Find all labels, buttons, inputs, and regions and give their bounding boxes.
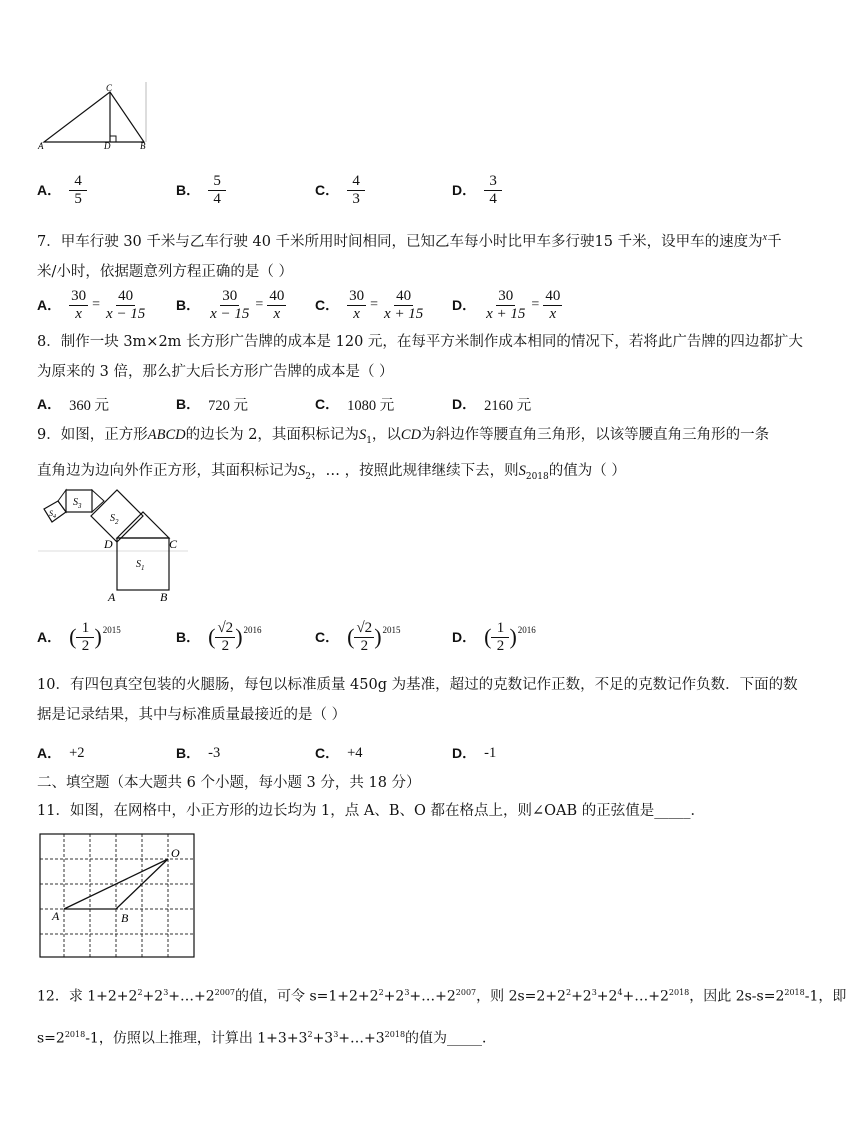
square-name: ABCD [147,427,186,443]
open-paren: ( [347,624,355,649]
numerator: 40 [396,287,412,304]
grid-figure [38,832,198,960]
s2-label: $S_2$ [110,513,119,526]
denominator: 2 [81,637,90,654]
fraction-right [382,288,425,323]
option-text: 720 元 [208,397,248,414]
q9-text: 9．如图，正方形 [37,427,148,443]
denominator: x + 15 [486,305,526,322]
fraction-right [543,288,562,323]
segment-cd: CD [400,427,422,443]
q6-options [37,170,764,210]
option-label: B． [176,745,201,761]
q8-line-1: 8．制作一块 3m×2m 长方形广告牌的成本是 120 元，在每平方米制作成本相同的情况下，若将此广告牌的四边都扩大 [37,334,803,350]
option-label: D． [452,629,477,645]
denominator: x [273,305,281,322]
denominator: 5 [74,190,82,207]
q10-option-a[interactable] [37,733,85,773]
q7-text: 7．甲车行驶 30 千米与乙车行驶 40 千米所用时间相同，已知乙车每小时比甲车多行驶15 千米，设甲车的速度为 [37,233,763,250]
numerator: 30 [349,287,365,304]
s2018-subscript: 2018 [525,471,549,482]
denominator: x [353,305,360,322]
q6-option-b[interactable] [176,170,226,210]
s4-label: $S_4$ [49,509,56,520]
q8-option-d[interactable] [452,384,531,424]
option-label: B． [176,629,201,645]
option-text: +2 [69,744,85,761]
denominator: 4 [213,190,221,207]
q8-line-2: 为原来的 3 倍，那么扩大后长方形广告牌的成本是（ ） [37,364,394,380]
option-label: D． [452,297,477,313]
label-d: D [104,537,113,551]
numerator: 40 [118,287,134,304]
q7-unit: 千 [767,233,782,250]
option-label: A． [37,182,62,198]
exponent: 2015 [102,625,121,635]
exponent: 2015 [382,625,401,635]
option-label: A． [37,745,62,761]
numerator: 30 [71,287,87,304]
square-spiral-figure [38,487,188,605]
q10-option-d[interactable] [452,733,496,773]
option-text: 1080 元 [347,397,395,414]
s2018-symbol: S [518,462,526,479]
denominator: 4 [489,190,497,207]
numerator: √2 [356,619,373,636]
option-label: C． [315,629,340,645]
numerator: 5 [208,173,226,191]
q9-text: 为斜边作等腰直角三角形，以该等腰直角三角形的一条 [421,427,770,443]
exponent: 2016 [243,625,262,635]
option-label: D． [452,182,477,198]
denominator: x − 15 [106,305,146,322]
q7-question [37,223,782,287]
close-paren: ) [374,624,382,649]
q9-text: ，… ，按照此规律继续下去，则 [310,462,519,479]
q7-variable: x [762,232,768,243]
option-label: C． [315,745,340,761]
option-label: B． [176,396,201,412]
numerator: 1 [76,620,94,638]
option-text: 360 元 [69,397,109,414]
numerator: 1 [491,620,509,638]
option-label: B． [176,297,201,313]
denominator: 2 [360,637,369,654]
fraction [491,620,509,655]
label-b: B [160,590,168,604]
fraction [215,620,235,655]
q7-options [37,285,764,325]
q9-option-b[interactable] [176,617,262,657]
q10-line-1: 10．有四包真空包装的火腿肠，每包以标准质量 450g 为基准，超过的克数记作正数，不足的克数记作负数．下面的数 [37,677,798,693]
q11-question: 11．如图，在网格中，小正方形的边长均为 1，点 A、B、O 都在格点上，则∠OAB 的正弦值是_____． [37,803,706,819]
option-label: A． [37,629,62,645]
s3-label: $S_3$ [73,497,82,510]
option-label: A． [37,297,62,313]
numerator: 30 [498,287,514,304]
s1-subscript: 1 [366,435,372,446]
fig6-label-b: B [140,141,146,151]
q8-option-b[interactable] [176,384,248,424]
exponent: 2016 [517,625,536,635]
triangle-figure [36,82,152,152]
q10-option-c[interactable] [315,733,363,773]
fraction-left [484,288,527,323]
option-label: B． [176,182,201,198]
fraction-left [208,288,251,323]
option-label: C． [315,396,340,412]
denominator: x [549,305,557,322]
q9-text: ，以 [371,427,401,443]
q7-line-1 [37,223,782,257]
q9-text: 的值为（ ） [548,462,626,479]
numerator: 30 [222,287,238,304]
fig6-label-d: D [104,141,111,151]
q7-option-d[interactable] [452,285,562,325]
option-label: C． [315,297,340,313]
option-label: D． [452,745,477,761]
option-text: -1 [484,744,497,761]
q9-options [37,617,764,657]
fraction [354,620,374,655]
q9-line-1 [37,420,770,456]
fig6-label-c: C [106,83,113,93]
equals-sign: = [92,297,101,312]
section-2-title: 二、填空题（本大题共 6 个小题，每小题 3 分，共 18 分） [37,775,421,791]
denominator: x − 15 [210,305,250,322]
q12-line-1: 12．求 $1+2+2^2+2^3+\dots+2^{2007}$的值，可令 $s=1+2+2^2+2^3+\dots+2^{2007}$，则 $2s=2+2^2+2^3+2^4+\dots+2^{2018}$，因此 $2s-s=2^{2018}-1$，即 [37,988,846,1005]
close-paren: ) [94,624,102,649]
numerator: 4 [347,173,365,191]
label-a: A [108,590,116,604]
q8-question [37,327,803,387]
q9-text: 的边长为 2，其面积标记为 [185,427,359,443]
option-label: D． [452,396,477,412]
equals-sign: = [531,297,540,312]
q10-option-b[interactable] [176,733,220,773]
fraction-right [267,288,286,323]
label-a: A [52,909,60,923]
fraction-left [69,288,88,323]
denominator: 2 [496,637,505,654]
q8-option-c[interactable] [315,384,394,424]
fraction [208,173,226,208]
equals-sign: = [255,297,264,312]
close-paren: ) [235,624,243,649]
denominator: x [75,305,82,322]
fraction-right [104,288,147,323]
fraction-left [347,288,366,323]
option-label: C． [315,182,340,198]
open-paren: ( [69,624,77,649]
label-b: B [121,911,129,925]
q9-option-c[interactable] [315,617,401,657]
s1-label: $S_1$ [136,559,145,572]
q8-options [37,384,764,424]
denominator: 3 [352,190,360,207]
fraction [347,173,365,208]
q6-option-d[interactable] [452,170,502,210]
option-text: 2160 元 [484,397,532,414]
s2-subscript: 2 [305,471,311,482]
open-paren: ( [208,624,216,649]
label-o: O [171,846,180,860]
numerator: √2 [217,619,234,636]
q9-text: 直角边为边向外作正方形，其面积标记为 [37,462,298,479]
q12-line-2: $s=2^{2018}-1$，仿照以上推理，计算出 $1+3+3^2+3^3+\dots+3^{2018}$的值为_____． [37,1030,497,1047]
q9-question [37,420,770,492]
fig6-label-a: A [38,141,44,151]
s2-symbol: S [298,462,306,479]
q7-option-a[interactable] [37,285,147,325]
denominator: 2 [221,637,230,654]
fraction [76,620,94,655]
q7-option-c[interactable] [315,285,425,325]
q9-option-a[interactable] [37,617,121,657]
numerator: 3 [484,173,502,191]
option-text: +4 [347,744,363,761]
s1-symbol: S [358,427,367,443]
close-paren: ) [509,624,517,649]
open-paren: ( [484,624,492,649]
q9-option-d[interactable] [452,617,536,657]
option-label: A． [37,396,62,412]
numerator: 40 [545,287,561,304]
numerator: 4 [69,173,87,191]
equals-sign: = [370,297,379,312]
q6-option-a[interactable] [37,170,87,210]
denominator: x + 15 [384,305,424,322]
numerator: 40 [269,287,285,304]
q10-question [37,670,798,730]
fraction [69,173,87,208]
q10-options [37,733,764,773]
q7-option-b[interactable] [176,285,286,325]
q6-option-c[interactable] [315,170,365,210]
fraction [484,173,502,208]
option-text: -3 [208,744,221,761]
q8-option-a[interactable] [37,384,109,424]
q10-line-2: 据是记录结果，其中与标准质量最接近的是（ ） [37,707,347,723]
q7-line-2: 米/小时，依据题意列方程正确的是（ ） [37,263,293,280]
label-c: C [169,537,178,551]
